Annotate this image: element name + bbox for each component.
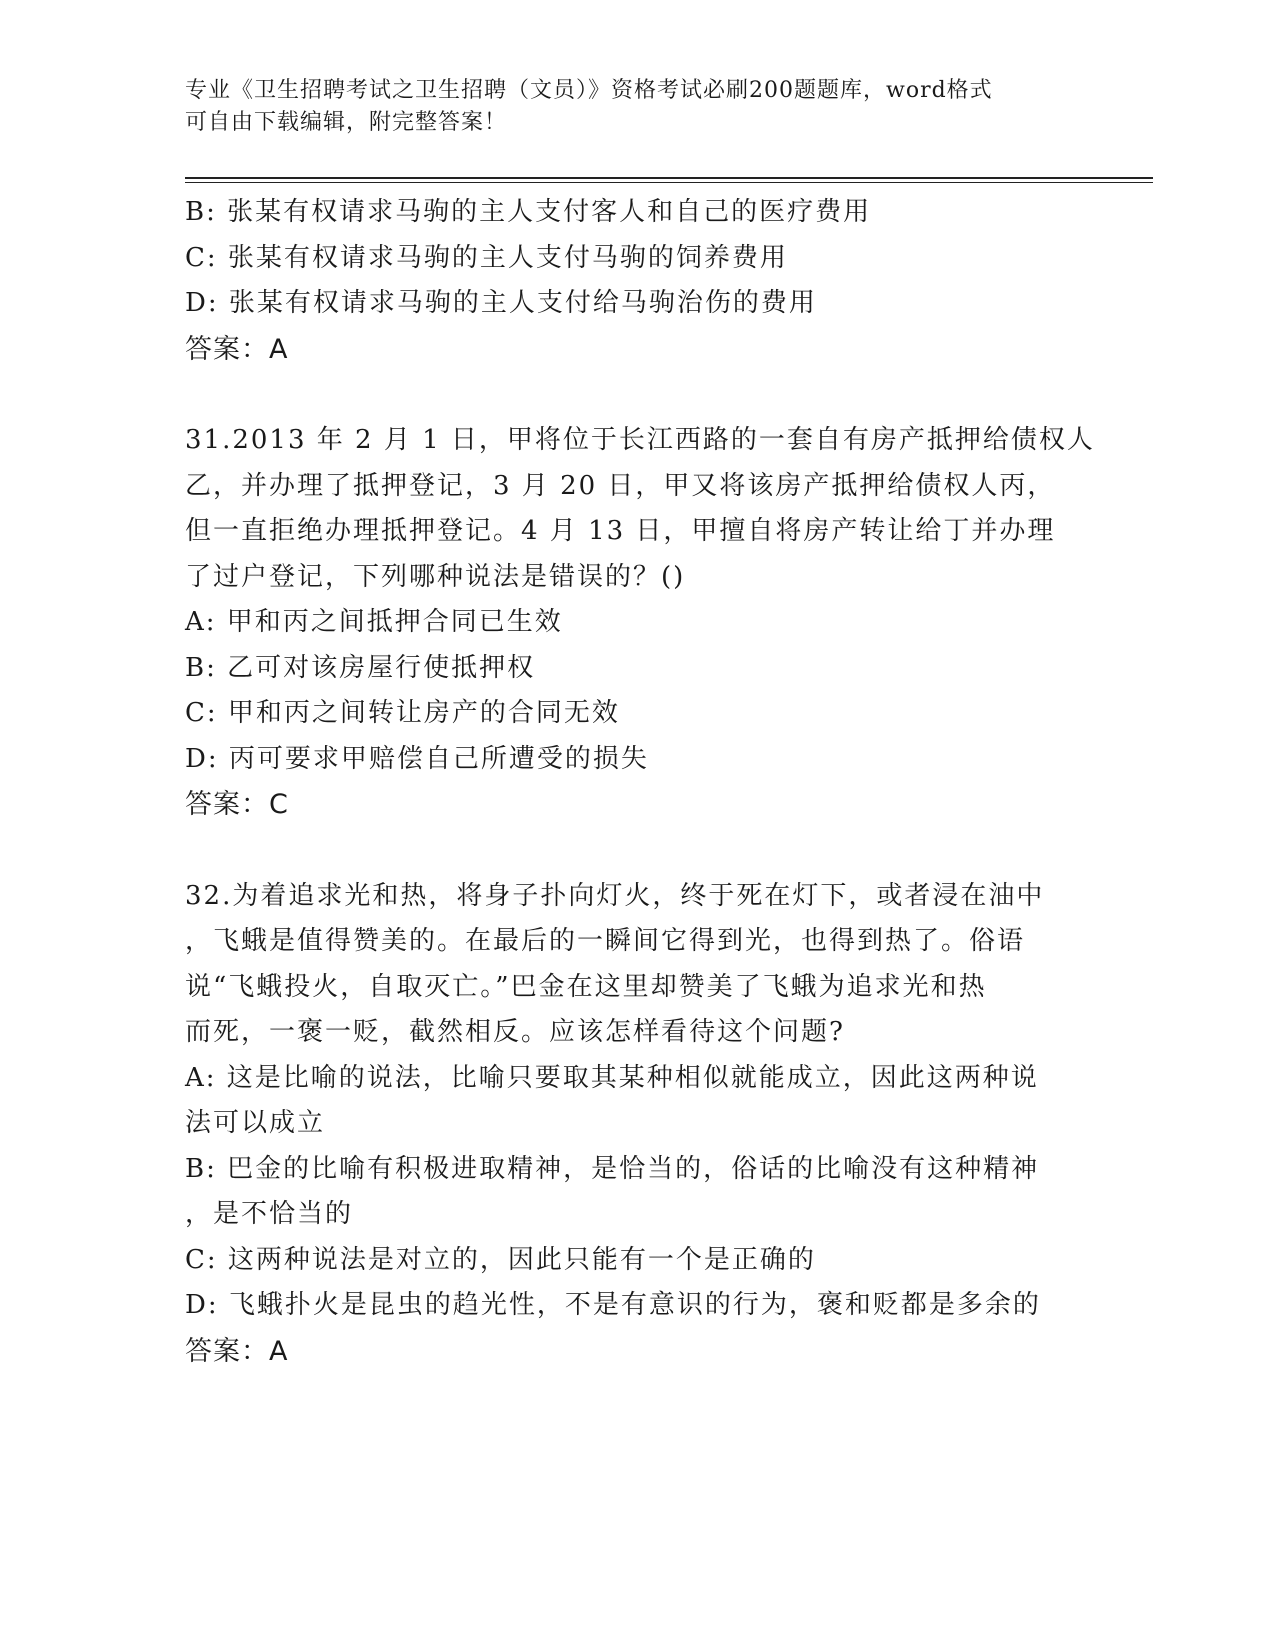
question-stem-line: 了过户登记，下列哪种说法是错误的？() [185, 561, 686, 592]
question-stem-line: 乙，并办理了抵押登记，3 月 20 日，甲又将该房产抵押给债权人丙， [185, 470, 1056, 501]
option-d: D: 丙可要求甲赔偿自己所遭受的损失 [185, 743, 649, 774]
option-b: B: 乙可对该房屋行使抵押权 [185, 652, 536, 683]
option-d: D: 飞蛾扑火是昆虫的趋光性，不是有意识的行为，褒和贬都是多余的 [185, 1290, 1041, 1320]
option-c: C: 甲和丙之间转让房产的合同无效 [185, 698, 620, 728]
header-line-1: 专业《卫生招聘考试之卫生招聘（文员）》资格考试必刷200题题库，word格式 [185, 78, 993, 103]
header-line-2: 可自由下载编辑，附完整答案！ [185, 110, 508, 135]
spacer [185, 372, 1085, 418]
question-stem-line: 但一直拒绝办理抵押登记。4 月 13 日，甲擅自将房产转让给丁并办理 [185, 516, 1056, 546]
question-stem-line: 32.为着追求光和热，将身子扑向灯火，终于死在灯下，或者浸在油中 [185, 880, 1045, 911]
header-divider-thick [185, 177, 1153, 179]
question-stem-line: 31.2013 年 2 月 1 日，甲将位于长江西路的一套自有房产抵押给债权人 [185, 425, 1095, 455]
question-32 [185, 874, 1085, 1375]
document-body [185, 190, 1095, 1374]
option-c: C: 这两种说法是对立的，因此只能有一个是正确的 [185, 1244, 816, 1275]
option-b: B: 巴金的比喻有积极进取精神，是恰当的，俗话的比喻没有这种精神 [185, 1153, 1040, 1184]
question-stem-line: 说“飞蛾投火，自取灭亡。”巴金在这里却赞美了飞蛾为追求光和热 [185, 971, 987, 1002]
question-31 [185, 418, 1095, 828]
option-c: C: 张某有权请求马驹的主人支付马驹的饲养费用 [185, 242, 788, 273]
question-30-tail [185, 190, 1085, 372]
option-b: B: 张某有权请求马驹的主人支付客人和自己的医疗费用 [185, 197, 872, 227]
page-header [185, 75, 1065, 139]
option-b-continued: ，是不恰当的 [185, 1199, 354, 1229]
answer-label: 答案：C [185, 789, 289, 820]
header-divider-thin [185, 182, 1153, 183]
question-stem-line: 而死，一褒一贬，截然相反。应该怎样看待这个问题? [185, 1017, 845, 1047]
option-d: D: 张某有权请求马驹的主人支付给马驹治伤的费用 [185, 288, 817, 318]
question-stem-line: ，飞蛾是值得赞美的。在最后的一瞬间它得到光，也得到热了。俗语 [185, 926, 1026, 956]
option-a: A: 这是比喻的说法，比喻只要取其某种相似就能成立，因此这两种说 [185, 1062, 1039, 1093]
option-a: A: 甲和丙之间抵押合同已生效 [185, 607, 563, 637]
answer-label: 答案：A [185, 1335, 289, 1367]
spacer [185, 828, 1085, 874]
option-a-continued: 法可以成立 [185, 1108, 326, 1138]
answer-label: 答案：A [185, 333, 289, 365]
